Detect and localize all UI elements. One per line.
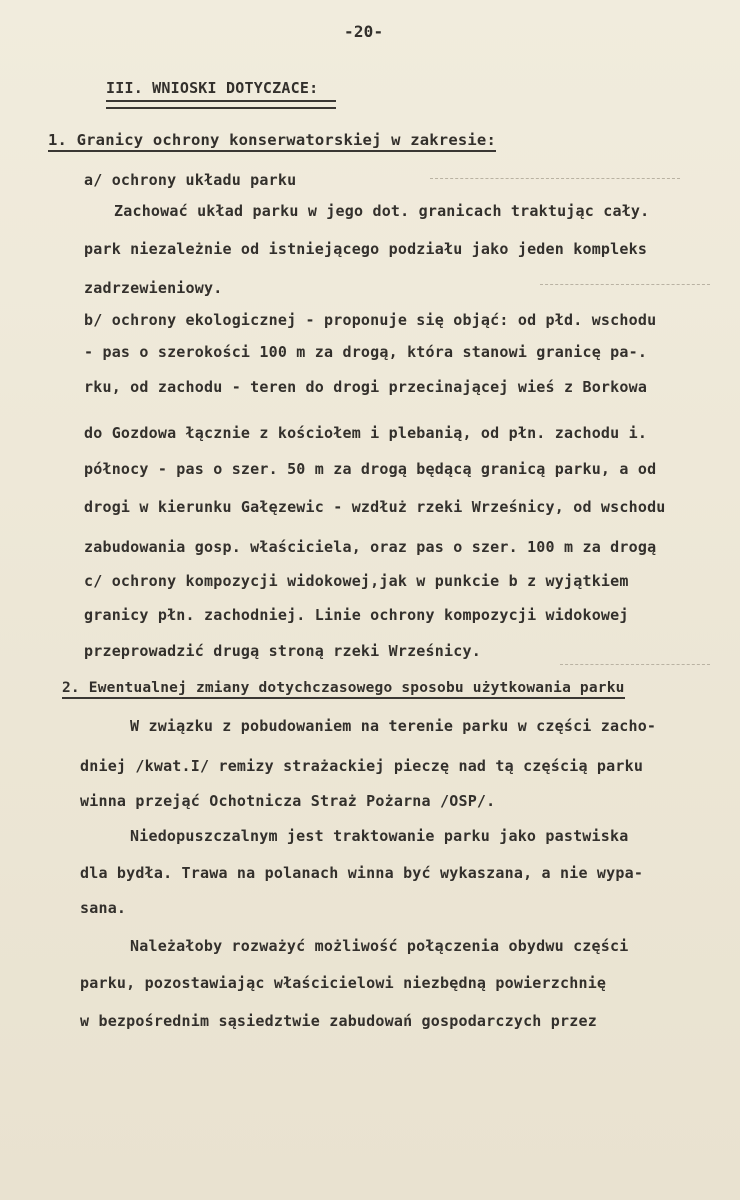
text-line: sana. (80, 899, 127, 917)
text-line: północy - pas o szer. 50 m za drogą będącą granicą parku, a od (84, 460, 657, 478)
text-line: parku, pozostawiając właścicielowi niezbędną powierzchnię (80, 974, 607, 992)
text-line: rku, od zachodu - teren do drogi przecinającej wieś z Borkowa (84, 378, 648, 396)
text-line: drogi w kierunku Gałęzewic - wzdłuż rzeki Wrześnicy, od wschodu (84, 498, 666, 516)
subpoint-a: a/ ochrony układu parku (84, 171, 297, 189)
subpoint-b: b/ ochrony ekologicznej - proponuje się objąć: od płd. wschodu (84, 311, 657, 329)
subpoint-c: c/ ochrony kompozycji widokowej,jak w punkcie b z wyjątkiem (84, 572, 629, 590)
text-line: dniej /kwat.I/ remizy strażackiej pieczę nad tą częścią parku (80, 757, 644, 775)
text-line: przeprowadzić drugą stroną rzeki Wrześnicy. (84, 642, 481, 660)
text-line: Zachować układ parku w jego dot. granicach traktując cały. (114, 202, 650, 220)
text-line: w bezpośrednim sąsiedztwie zabudowań gospodarczych przez (80, 1012, 597, 1030)
faint-dashes (560, 664, 710, 665)
point-2-title: 2. Ewentualnej zmiany dotychczasowego sposobu użytkowania parku (62, 680, 625, 699)
text-line: dla bydła. Trawa na polanach winna być wykaszana, a nie wypa- (80, 864, 644, 882)
text-line: winna przejąć Ochotnicza Straż Pożarna /OSP/. (80, 792, 496, 810)
text-line: Należałoby rozważyć możliwość połączenia obydwu części (130, 937, 629, 955)
text-line: granicy płn. zachodniej. Linie ochrony kompozycji widokowej (84, 606, 629, 624)
text-line: do Gozdowa łącznie z kościołem i plebanią, od płn. zachodu i. (84, 424, 648, 442)
text-line: park niezależnie od istniejącego podziału jako jeden kompleks (84, 240, 648, 258)
text-line: W związku z pobudowaniem na terenie parku w części zacho- (130, 717, 657, 735)
faint-dashes (540, 284, 710, 285)
text-line: Niedopuszczalnym jest traktowanie parku jako pastwiska (130, 827, 629, 845)
faint-dashes (430, 178, 680, 179)
heading-double-underline (106, 100, 336, 109)
page-number: -20- (344, 22, 384, 41)
text-line: zadrzewieniowy. (84, 279, 223, 297)
text-line: zabudowania gosp. właściciela, oraz pas o szer. 100 m za drogą (84, 538, 657, 556)
section-heading: III. WNIOSKI DOTYCZACE: (106, 79, 319, 97)
text-line: - pas o szerokości 100 m za drogą, która stanowi granicę pa-. (84, 343, 648, 361)
point-1-title: 1. Granicy ochrony konserwatorskiej w zakresie: (48, 131, 496, 152)
